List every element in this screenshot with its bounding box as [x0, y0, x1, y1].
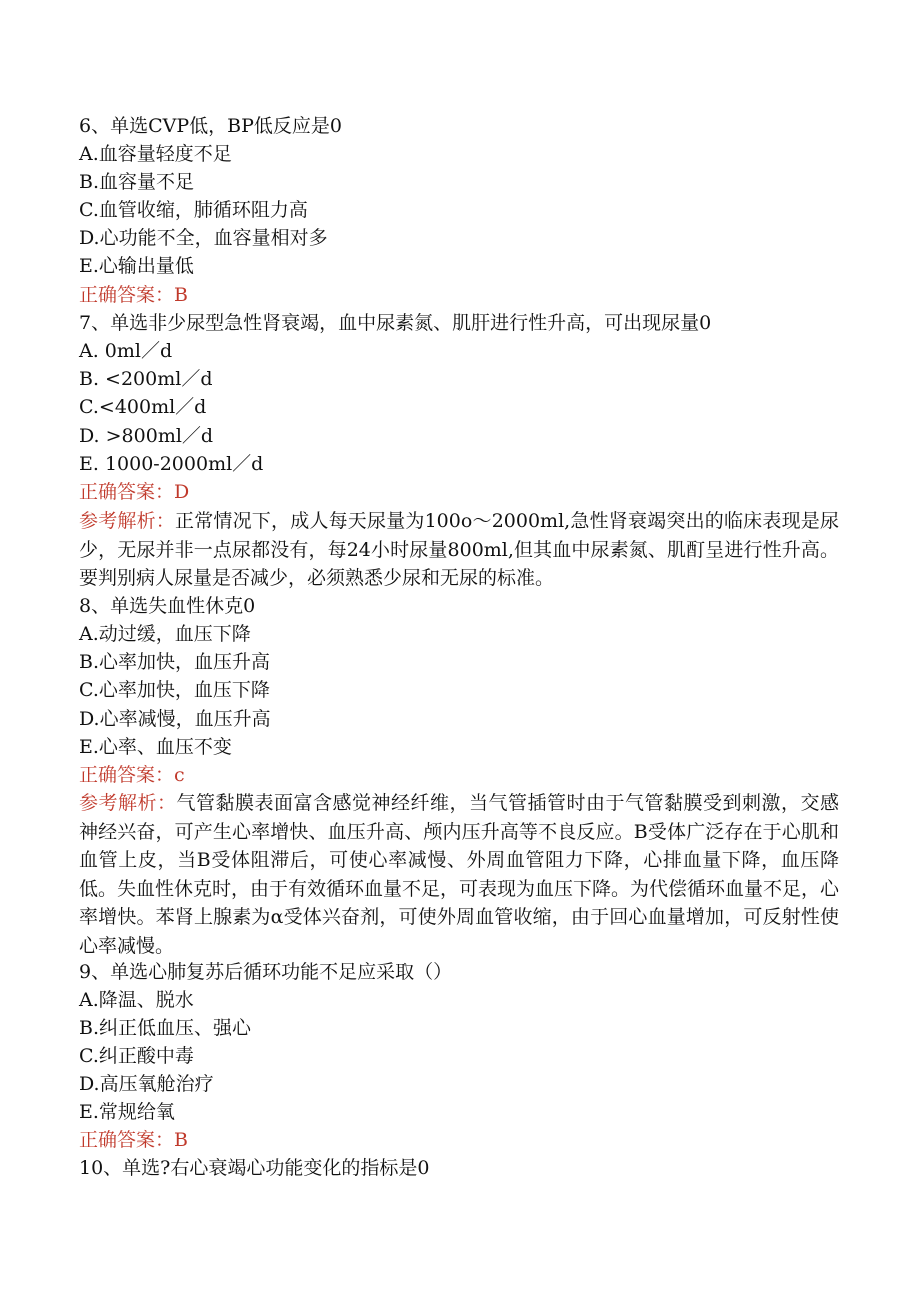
question-7-answer: 正确答案：D — [79, 481, 190, 503]
question-8-option-a: A.动过缓，血压下降 — [79, 623, 251, 645]
question-8-analysis — [79, 789, 839, 961]
analysis-label: 参考解析： — [79, 510, 175, 532]
question-6-title: 6、单选CVP低，BP低反应是0 — [79, 115, 342, 137]
question-8-option-e: E.心率、血压不变 — [79, 736, 232, 758]
question-7-title: 7、单选非少尿型急性肾衰竭，血中尿素氮、肌肝进行性升高，可出现尿量0 — [79, 312, 712, 334]
question-8-title: 8、单选失血性休克0 — [79, 595, 256, 617]
question-9-title: 9、单选心肺复苏后循环功能不足应采取（） — [79, 961, 453, 983]
question-10-title: 10、单选?右心衰竭心功能变化的指标是0 — [79, 1157, 430, 1179]
question-8-option-b: B.心率加快，血压升高 — [79, 651, 271, 673]
question-7-option-d: D. >800ml／d — [79, 425, 214, 447]
question-9-option-e: E.常规给氧 — [79, 1101, 175, 1123]
question-6-answer: 正确答案：B — [79, 284, 188, 306]
question-9-option-c: C.纠正酸中毒 — [79, 1045, 194, 1067]
analysis-label: 参考解析： — [79, 792, 177, 814]
analysis-text: 气管黏膜表面富含感觉神经纤维，当气管插管时由于气管黏膜受到刺激，交感神经兴奋，可产生心率增快、血压升高、颅内压升高等不良反应。B受体广泛存在于心肌和血管上皮，当B受体阻滞后，可使心率减慢、外周血管阻力下降，心排血量下降，血压降低。失血性休克时，由于有效循环血量不足，可表现为血压下降。为代偿循环血量不足，心率增快。苯肾上腺素为α受体兴奋剂，可使外周血管收缩，由于回心血量增加，可反射性使心率减慢。 — [79, 792, 840, 957]
question-7-option-a: A. 0ml／d — [79, 340, 173, 362]
question-9-option-d: D.高压氧舱治疗 — [79, 1073, 214, 1095]
question-8-option-d: D.心率减慢，血压升高 — [79, 708, 271, 730]
question-6-option-b: B.血容量不足 — [79, 171, 195, 193]
question-9-option-b: B.纠正低血压、强心 — [79, 1017, 252, 1039]
question-7-option-c: C.<400ml／d — [79, 396, 207, 418]
question-8-option-c: C.心率加快，血压下降 — [79, 679, 270, 701]
question-9-option-a: A.降温、脱水 — [79, 989, 194, 1011]
question-6-option-d: D.心功能不全，血容量相对多 — [79, 227, 328, 249]
analysis-text: 正常情况下，成人每天尿量为100o～2000ml,急性肾衰竭突出的临床表现是尿少，无尿并非一点尿都没有，每24小时尿量800ml,但其血中尿素氮、肌酊呈进行性升高。要判别病人尿量是否减少，必须熟悉少尿和无尿的标准。 — [79, 510, 839, 590]
question-8-answer: 正确答案：c — [79, 764, 185, 786]
question-9-answer: 正确答案：B — [79, 1129, 188, 1151]
question-6-option-c: C.血管收缩，肺循环阻力高 — [79, 199, 308, 221]
question-7-option-b: B. <200ml／d — [79, 368, 213, 390]
question-7-analysis — [79, 507, 839, 593]
question-7-option-e: E. 1000-2000ml／d — [79, 453, 264, 475]
question-6-option-a: A.血容量轻度不足 — [79, 143, 232, 165]
question-6-option-e: E.心输出量低 — [79, 255, 194, 277]
